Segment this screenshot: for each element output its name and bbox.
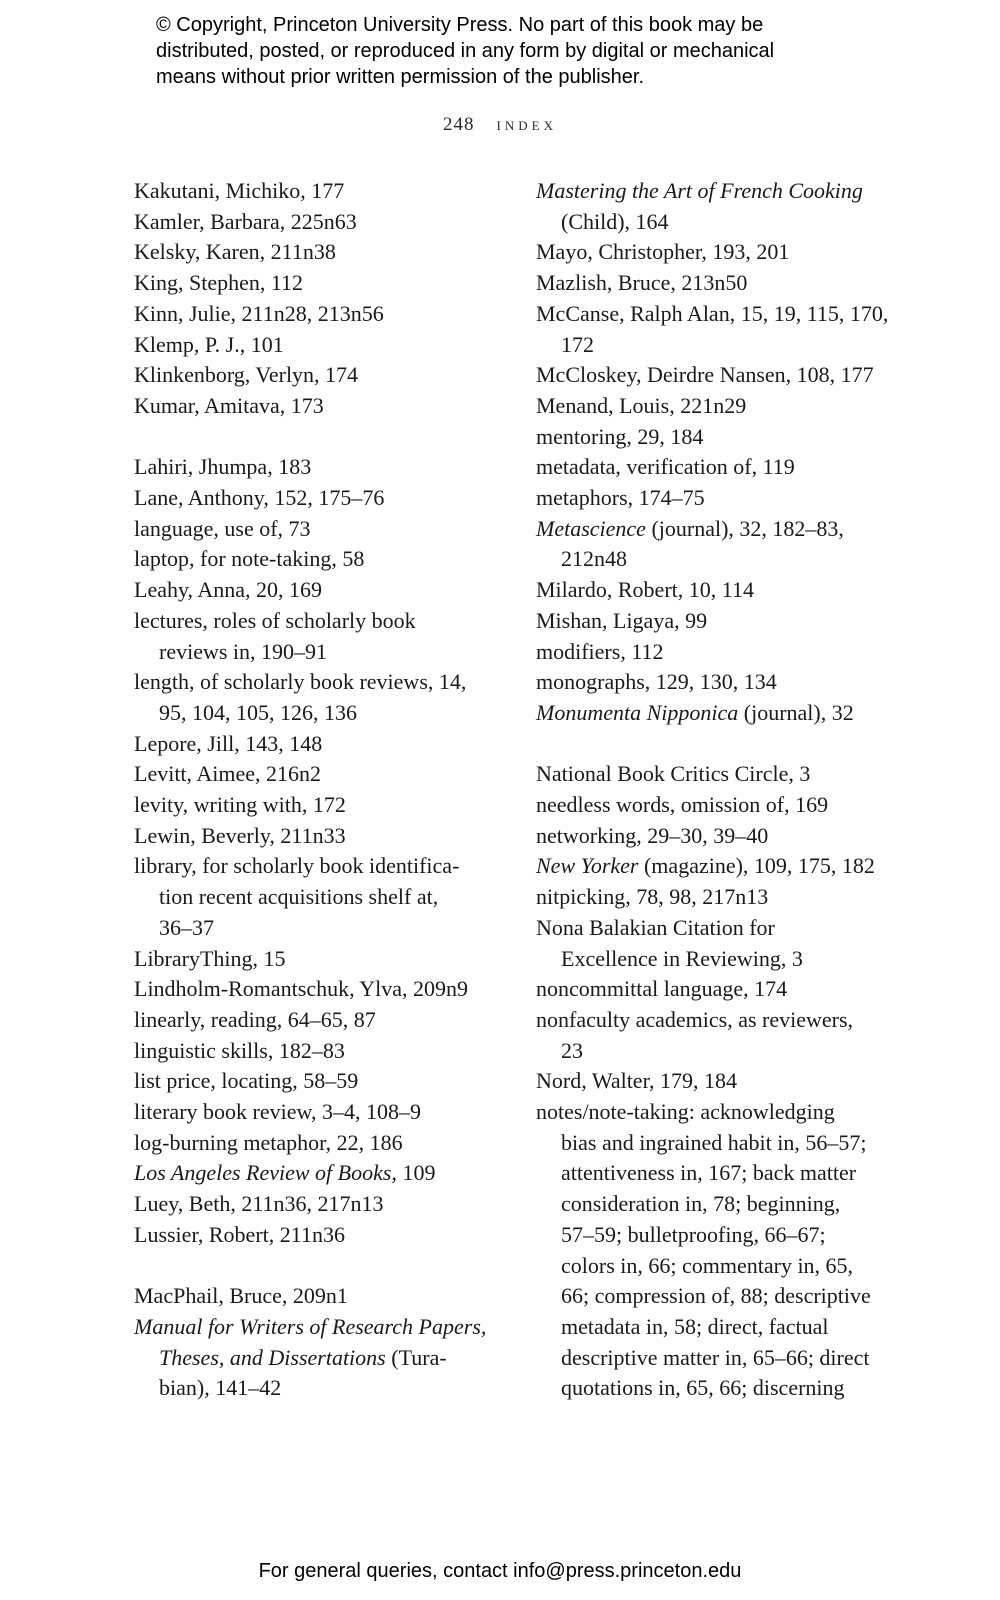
- index-entry: [134, 1312, 494, 1404]
- index-entry: [536, 299, 904, 360]
- footer-contact: For general queries, contact info@press.princeton.edu: [258, 1560, 742, 1582]
- entry-line: tion recent acquisitions shelf at,: [159, 884, 439, 910]
- index-entry: mentoring, 29, 184: [536, 423, 704, 449]
- book-title: Manual for Writers of Research Papers,: [134, 1313, 487, 1339]
- running-head: [0, 114, 1000, 136]
- entry-line: length, of scholarly book reviews, 14,: [134, 669, 467, 695]
- index-entry: needless words, omission of, 169: [536, 792, 829, 818]
- index-entry: language, use of, 73: [134, 515, 311, 541]
- journal-title: Monumenta Nipponica: [536, 699, 739, 725]
- book-title: Mastering the Art of French Cooking: [536, 178, 863, 203]
- index-entry: Lewin, Beverly, 211n33: [134, 822, 346, 848]
- entry-line: nonfaculty academics, as reviewers,: [536, 1006, 854, 1032]
- entry-line: library, for scholarly book identifica-: [134, 853, 460, 879]
- index-entry: modifiers, 112: [536, 638, 664, 664]
- copyright-line: © Copyright, Princeton University Press. No part of this book may be: [156, 14, 764, 36]
- index-entry: Kinn, Julie, 211n28, 213n56: [134, 300, 384, 326]
- book-title: Los Angeles Review of Books,: [134, 1160, 397, 1186]
- index-entry: [134, 851, 494, 943]
- index-entry: networking, 29–30, 39–40: [536, 822, 769, 848]
- index-entry: [134, 667, 494, 728]
- index-entry: Levitt, Aimee, 216n2: [134, 761, 321, 787]
- entry-pages: (journal), 32: [738, 699, 854, 725]
- index-column-left: [134, 176, 494, 1404]
- entry-line: notes/note-taking: acknowledging: [536, 1099, 835, 1125]
- entry-line: lectures, roles of scholarly book: [134, 607, 416, 633]
- entry-line: (Child), 164: [561, 208, 669, 234]
- copyright-line: means without prior written permission of the publisher.: [156, 66, 645, 88]
- index-entry: Lussier, Robert, 211n36: [134, 1221, 345, 1247]
- index-entry: Mazlish, Bruce, 213n50: [536, 270, 748, 296]
- book-title: Theses, and Dissertations: [159, 1344, 386, 1370]
- index-entry: [536, 1097, 904, 1404]
- index-entry: Mishan, Ligaya, 99: [536, 607, 708, 633]
- index-entry: [536, 851, 904, 882]
- index-entry: linguistic skills, 182–83: [134, 1037, 345, 1063]
- index-entry: McCloskey, Deirdre Nansen, 108, 177: [536, 362, 874, 388]
- index-entry: [134, 1158, 494, 1189]
- copyright-notice: [156, 12, 956, 90]
- index-entry: Kumar, Amitava, 173: [134, 392, 324, 418]
- entry-line: attentiveness in, 167; back matter: [561, 1160, 857, 1186]
- entry-line: (journal), 32, 182–83,: [645, 515, 844, 541]
- index-entry: LibraryThing, 15: [134, 945, 286, 971]
- entry-line: bian), 141–42: [159, 1375, 282, 1401]
- index-entry: nitpicking, 78, 98, 217n13: [536, 884, 769, 910]
- letter-group-gap: [536, 729, 904, 760]
- index-entry: Klinkenborg, Verlyn, 174: [134, 362, 359, 388]
- index-entry: [536, 698, 904, 729]
- entry-line: consideration in, 78; beginning,: [561, 1191, 841, 1217]
- index-entry: [536, 1005, 904, 1066]
- entry-line: (Tura-: [385, 1344, 447, 1370]
- index-entry: Menand, Louis, 221n29: [536, 392, 747, 418]
- page-number: 248: [443, 114, 475, 135]
- magazine-title: New Yorker: [536, 853, 639, 879]
- index-entry: levity, writing with, 172: [134, 792, 346, 818]
- index-entry: King, Stephen, 112: [134, 270, 304, 296]
- index-entry: MacPhail, Bruce, 209n1: [134, 1283, 348, 1309]
- entry-line: metadata in, 58; direct, factual: [561, 1314, 829, 1339]
- index-entry: monographs, 129, 130, 134: [536, 669, 777, 695]
- index-entry: log-burning metaphor, 22, 186: [134, 1129, 403, 1155]
- index-entry: noncommittal language, 174: [536, 976, 788, 1002]
- entry-line: 66; compression of, 88; descriptive: [561, 1283, 871, 1309]
- entry-line: 212n48: [561, 546, 627, 572]
- index-entry: Kamler, Barbara, 225n63: [134, 208, 357, 234]
- index-entry: literary book review, 3–4, 108–9: [134, 1099, 421, 1125]
- index-entry: Mayo, Christopher, 193, 201: [536, 239, 790, 265]
- index-entry: [536, 913, 904, 974]
- entry-line: colors in, 66; commentary in, 65,: [561, 1252, 854, 1278]
- index-entry: Lindholm-Romantschuk, Ylva, 209n9: [134, 976, 469, 1002]
- letter-group-gap: [134, 1251, 494, 1282]
- entry-line: 57–59; bulletproofing, 66–67;: [561, 1221, 826, 1247]
- entry-pages: (magazine), 109, 175, 182: [638, 853, 875, 879]
- entry-line: 95, 104, 105, 126, 136: [159, 699, 357, 725]
- index-entry: Nord, Walter, 179, 184: [536, 1068, 738, 1094]
- entry-line: 23: [561, 1037, 583, 1063]
- index-entry: Leahy, Anna, 20, 169: [134, 577, 322, 603]
- index-entry: metaphors, 174–75: [536, 485, 705, 511]
- index-entry: metadata, verification of, 119: [536, 454, 795, 480]
- copyright-line: distributed, posted, or reproduced in any form by digital or mechanical: [156, 40, 775, 62]
- section-title: index: [496, 114, 557, 135]
- entry-pages: 109: [396, 1160, 436, 1186]
- index-entry: [536, 514, 904, 575]
- entry-line: 172: [561, 331, 594, 357]
- index-entry: National Book Critics Circle, 3: [536, 761, 811, 787]
- index-entry: Lane, Anthony, 152, 175–76: [134, 485, 385, 511]
- index-entry: Luey, Beth, 211n36, 217n13: [134, 1191, 384, 1217]
- index-entry: Milardo, Robert, 10, 114: [536, 577, 754, 603]
- entry-line: Excellence in Reviewing, 3: [561, 945, 803, 971]
- entry-line: descriptive matter in, 65–66; direct: [561, 1344, 870, 1370]
- entry-line: bias and ingrained habit in, 56–57;: [561, 1129, 867, 1155]
- letter-group-gap: [134, 422, 494, 453]
- index-column-right: [536, 176, 904, 1404]
- journal-title: Metascience: [536, 515, 646, 541]
- index-entry: linearly, reading, 64–65, 87: [134, 1006, 376, 1032]
- index-entry: Kelsky, Karen, 211n38: [134, 239, 336, 265]
- index-entry: Klemp, P. J., 101: [134, 331, 284, 357]
- index-entry: [536, 176, 904, 237]
- entry-line: quotations in, 65, 66; discerning: [561, 1375, 845, 1401]
- index-entry: laptop, for note-taking, 58: [134, 546, 365, 572]
- index-entry: Lepore, Jill, 143, 148: [134, 730, 323, 756]
- entry-line: reviews in, 190–91: [159, 638, 328, 664]
- entry-line: Nona Balakian Citation for: [536, 914, 775, 940]
- index-entry: Kakutani, Michiko, 177: [134, 178, 345, 203]
- entry-line: McCanse, Ralph Alan, 15, 19, 115, 170,: [536, 300, 889, 326]
- index-entry: list price, locating, 58–59: [134, 1068, 359, 1094]
- index-entry: [134, 606, 494, 667]
- index-entry: Lahiri, Jhumpa, 183: [134, 454, 312, 480]
- entry-line: 36–37: [159, 914, 214, 940]
